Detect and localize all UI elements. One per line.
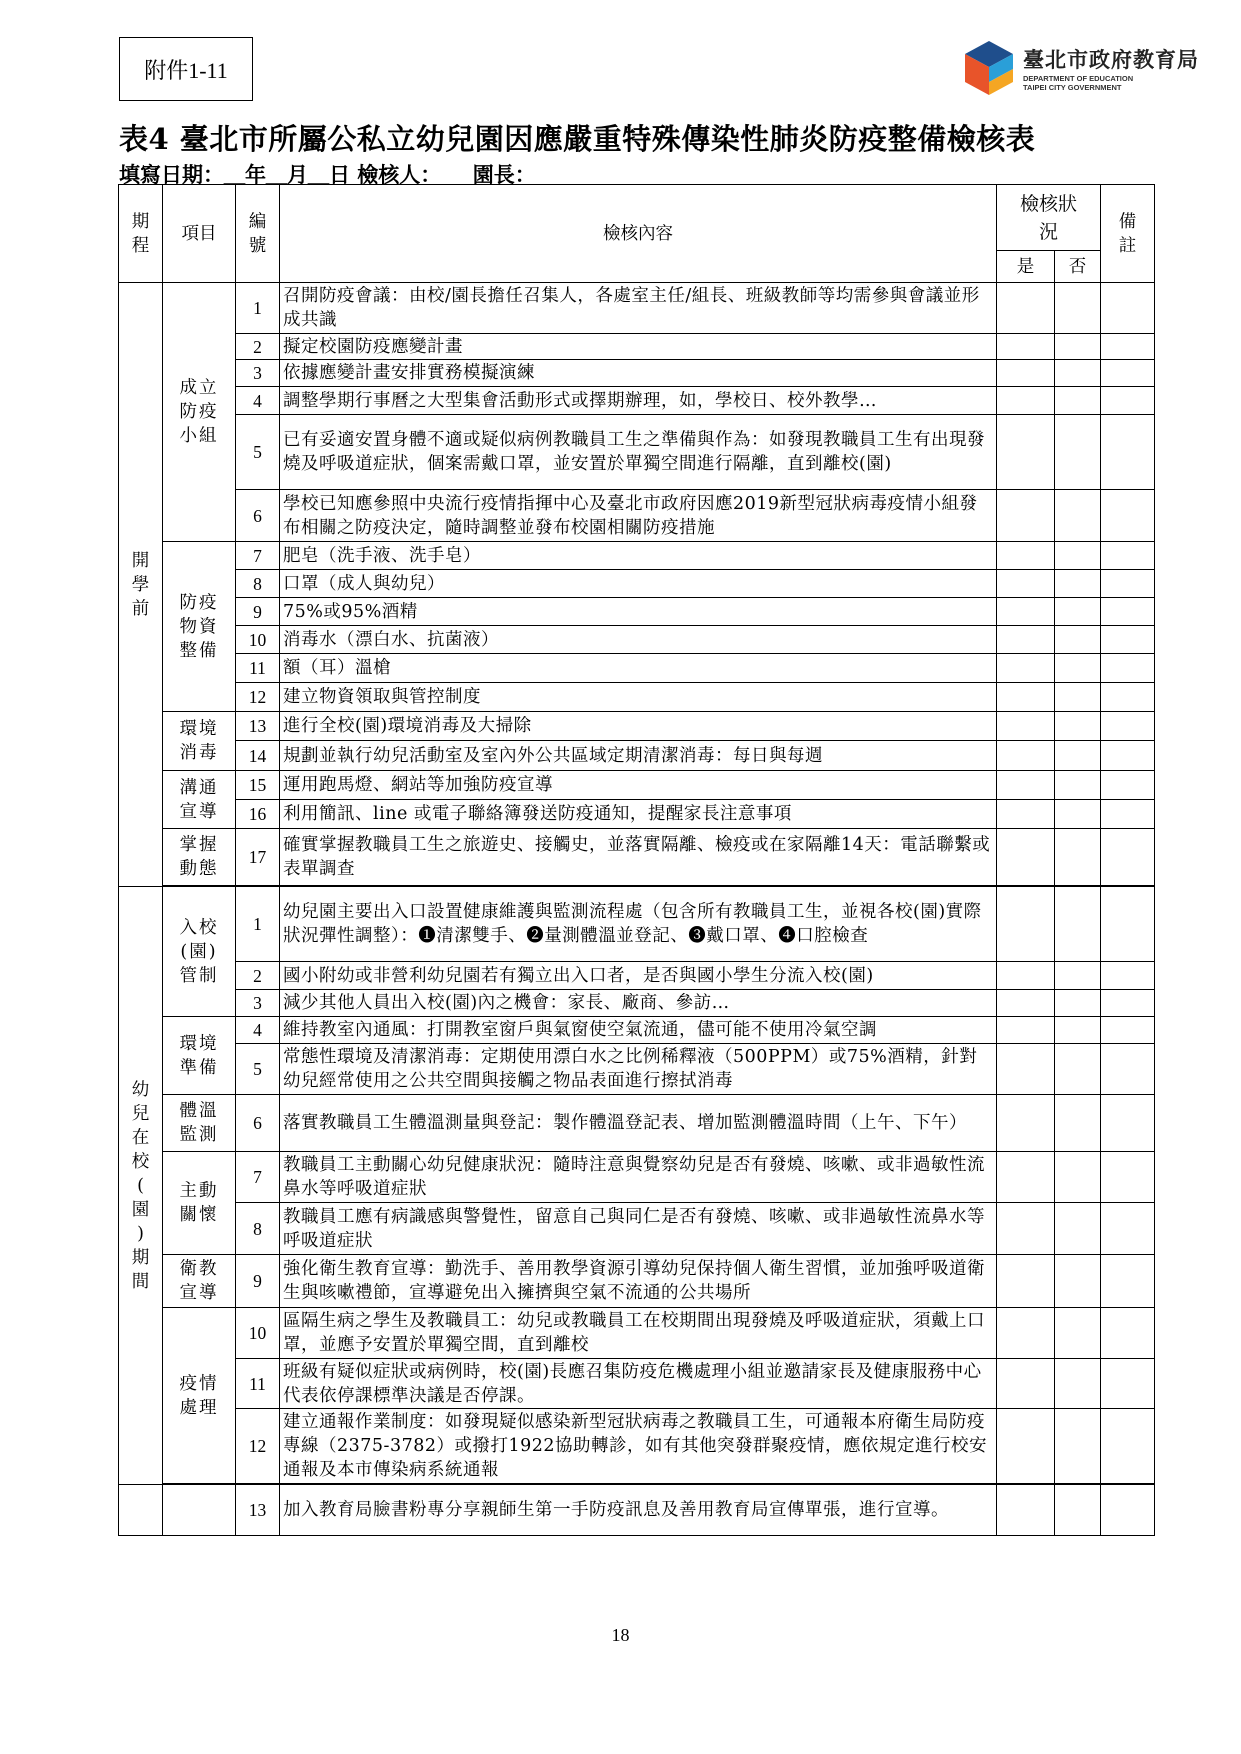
row-content: 教職員工主動關心幼兒健康狀況：隨時注意與覺察幼兒是否有發燒、咳嗽、或非過敏性流鼻水等呼吸道症狀	[280, 1152, 997, 1203]
row-number: 1	[236, 283, 280, 334]
row-number: 5	[236, 415, 280, 490]
row-number: 15	[236, 771, 280, 800]
remark-cell[interactable]	[1101, 334, 1155, 360]
remark-cell[interactable]	[1101, 1152, 1155, 1203]
row-number: 2	[236, 962, 280, 990]
remark-cell[interactable]	[1101, 887, 1155, 962]
row-number: 3	[236, 990, 280, 1017]
header-no: 否	[1055, 251, 1101, 283]
check-no-cell[interactable]	[1055, 1044, 1101, 1095]
remark-cell[interactable]	[1101, 654, 1155, 683]
remark-cell[interactable]	[1101, 1203, 1155, 1255]
page-number: 18	[611, 1625, 630, 1645]
row-number: 13	[236, 1485, 280, 1536]
remark-cell[interactable]	[1101, 360, 1155, 387]
row-content: 肥皂（洗手液、洗手皂）	[280, 542, 997, 570]
remark-cell[interactable]	[1101, 598, 1155, 626]
check-no-cell[interactable]	[1055, 1409, 1101, 1484]
check-yes-cell[interactable]	[997, 741, 1055, 771]
check-no-cell[interactable]	[1055, 990, 1101, 1017]
row-content: 確實掌握教職員工生之旅遊史、接觸史，並落實隔離、檢疫或在家隔離14天：電話聯繫或表單調查	[280, 829, 997, 886]
row-number: 13	[236, 712, 280, 741]
check-yes-cell[interactable]	[997, 1409, 1055, 1484]
item-group: 防疫 物資 整備	[163, 542, 236, 712]
check-no-cell[interactable]	[1055, 542, 1101, 570]
row-content: 國小附幼或非營利幼兒園若有獨立出入口者，是否與國小學生分流入校(園)	[280, 962, 997, 990]
item-group: 體溫 監測	[163, 1095, 236, 1152]
row-number: 4	[236, 387, 280, 415]
row-content: 幼兒園主要出入口設置健康維護與監測流程處（包含所有教職員工生，並視各校(園)實際狀況彈性調整）：❶清潔雙手、❷量測體溫並登記、❸戴口罩、❹口腔檢查	[280, 887, 997, 962]
row-content: 強化衛生教育宣導：勤洗手、善用教學資源引導幼兒保持個人衛生習慣，並加強呼吸道衛生與咳嗽禮節，宣導避免出入擁擠與空氣不流通的公共場所	[280, 1255, 997, 1308]
remark-cell[interactable]	[1101, 1485, 1155, 1536]
row-number: 10	[236, 1308, 280, 1359]
row-content: 區隔生病之學生及教職員工：幼兒或教職員工在校期間出現發燒及呼吸道症狀，須戴上口罩，並應予安置於單獨空間，直到離校	[280, 1308, 997, 1359]
check-yes-cell[interactable]	[997, 712, 1055, 741]
check-no-cell[interactable]	[1055, 683, 1101, 712]
remark-cell[interactable]	[1101, 1359, 1155, 1409]
row-content: 建立物資領取與管控制度	[280, 683, 997, 712]
row-number: 10	[236, 626, 280, 654]
attachment-label: 附件1-11	[119, 37, 253, 101]
row-number: 12	[236, 1409, 280, 1484]
check-no-cell[interactable]	[1055, 1359, 1101, 1409]
item-group: 環境 準備	[163, 1017, 236, 1095]
row-number: 2	[236, 334, 280, 360]
check-yes-cell[interactable]	[997, 1044, 1055, 1095]
check-no-cell[interactable]	[1055, 654, 1101, 683]
row-content: 依據應變計畫安排實務模擬演練	[280, 360, 997, 387]
fill-info-line: 填寫日期：＿年＿月＿日 檢核人： 園長：	[119, 162, 536, 187]
remark-cell[interactable]	[1101, 570, 1155, 598]
remark-cell[interactable]	[1101, 283, 1155, 334]
row-number: 7	[236, 542, 280, 570]
empty-period-cell	[119, 1485, 163, 1536]
remark-cell[interactable]	[1101, 1255, 1155, 1308]
row-content: 減少其他人員出入校(園)內之機會：家長、廠商、參訪…	[280, 990, 997, 1017]
remark-cell[interactable]	[1101, 829, 1155, 886]
education-bureau-logo	[963, 38, 1203, 98]
remark-cell[interactable]	[1101, 1409, 1155, 1484]
check-yes-cell[interactable]	[997, 829, 1055, 886]
item-group: 衛教 宣導	[163, 1255, 236, 1308]
check-yes-cell[interactable]	[997, 1095, 1055, 1152]
header-status: 檢核狀 況	[997, 185, 1101, 251]
check-no-cell[interactable]	[1055, 360, 1101, 387]
logo-name: 臺北市政府教育局	[1023, 48, 1199, 72]
row-number: 8	[236, 1203, 280, 1255]
row-content: 學校已知應參照中央流行疫情指揮中心及臺北市政府因應2019新型冠狀病毒疫情小組發布相關之防疫決定，隨時調整並發布校園相關防疫措施	[280, 490, 997, 542]
row-content: 班級有疑似症狀或病例時，校(園)長應召集防疫危機處理小組並邀請家長及健康服務中心代表依停課標準決議是否停課。	[280, 1359, 997, 1409]
row-content: 消毒水（漂白水、抗菌液）	[280, 626, 997, 654]
check-yes-cell[interactable]	[997, 887, 1055, 962]
row-content: 召開防疫會議：由校/園長擔任召集人，各處室主任/組長、班級教師等均需參與會議並形成共識	[280, 283, 997, 334]
check-yes-cell[interactable]	[997, 800, 1055, 829]
check-no-cell[interactable]	[1055, 741, 1101, 771]
check-yes-cell[interactable]	[997, 771, 1055, 800]
logo-mark-icon	[963, 39, 1015, 97]
row-content: 維持教室內通風：打開教室窗戶與氣窗使空氣流通，儘可能不使用冷氣空調	[280, 1017, 997, 1044]
remark-cell[interactable]	[1101, 712, 1155, 741]
item-group: 掌握 動態	[163, 829, 236, 886]
item-group: 溝通 宣導	[163, 771, 236, 829]
remark-cell[interactable]	[1101, 490, 1155, 542]
check-no-cell[interactable]	[1055, 490, 1101, 542]
check-yes-cell[interactable]	[997, 990, 1055, 1017]
row-number: 9	[236, 1255, 280, 1308]
empty-item-cell	[163, 1485, 236, 1536]
row-content: 加入教育局臉書粉專分享親師生第一手防疫訊息及善用教育局宣傳單張，進行宣導。	[280, 1485, 997, 1536]
row-number: 8	[236, 570, 280, 598]
check-yes-cell[interactable]	[997, 598, 1055, 626]
row-number: 12	[236, 683, 280, 712]
check-yes-cell[interactable]	[997, 1203, 1055, 1255]
period-in-school: 幼 兒 在 校 ( 園 ) 期 間	[119, 887, 163, 1485]
check-yes-cell[interactable]	[997, 1485, 1055, 1536]
row-content: 口罩（成人與幼兒）	[280, 570, 997, 598]
check-yes-cell[interactable]	[997, 962, 1055, 990]
check-yes-cell[interactable]	[997, 1017, 1055, 1044]
header-number: 編 號	[236, 185, 280, 283]
row-number: 1	[236, 887, 280, 962]
item-group: 成立 防疫 小組	[163, 283, 236, 542]
document-title: 表4 臺北市所屬公私立幼兒園因應嚴重特殊傳染性肺炎防疫整備檢核表	[119, 122, 1036, 156]
check-no-cell[interactable]	[1055, 1203, 1101, 1255]
row-number: 3	[236, 360, 280, 387]
logo-en-line1: DEPARTMENT OF EDUCATION	[1023, 74, 1134, 83]
check-yes-cell[interactable]	[997, 490, 1055, 542]
check-yes-cell[interactable]	[997, 626, 1055, 654]
row-number: 14	[236, 741, 280, 771]
check-yes-cell[interactable]	[997, 1152, 1055, 1203]
row-content: 75%或95%酒精	[280, 598, 997, 626]
check-no-cell[interactable]	[1055, 626, 1101, 654]
check-no-cell[interactable]	[1055, 962, 1101, 990]
header-yes: 是	[997, 251, 1055, 283]
remark-cell[interactable]	[1101, 683, 1155, 712]
remark-cell[interactable]	[1101, 800, 1155, 829]
remark-cell[interactable]	[1101, 1044, 1155, 1095]
remark-cell[interactable]	[1101, 741, 1155, 771]
item-group: 環境 消毒	[163, 712, 236, 771]
row-number: 4	[236, 1017, 280, 1044]
row-number: 17	[236, 829, 280, 886]
row-content: 規劃並執行幼兒活動室及室內外公共區域定期清潔消毒：每日與每週	[280, 741, 997, 771]
remark-cell[interactable]	[1101, 542, 1155, 570]
row-content: 利用簡訊、line 或電子聯絡簿發送防疫通知，提醒家長注意事項	[280, 800, 997, 829]
remark-cell[interactable]	[1101, 415, 1155, 490]
remark-cell[interactable]	[1101, 1308, 1155, 1359]
logo-en-line2: TAIPEI CITY GOVERNMENT	[1023, 83, 1122, 92]
row-content: 教職員工應有病識感與警覺性，留意自己與同仁是否有發燒、咳嗽、或非過敏性流鼻水等呼吸道症狀	[280, 1203, 997, 1255]
remark-cell[interactable]	[1101, 962, 1155, 990]
check-no-cell[interactable]	[1055, 1017, 1101, 1044]
check-no-cell[interactable]	[1055, 1152, 1101, 1203]
check-yes-cell[interactable]	[997, 1359, 1055, 1409]
row-content: 擬定校園防疫應變計畫	[280, 334, 997, 360]
check-no-cell[interactable]	[1055, 334, 1101, 360]
item-group: 入校 (園) 管制	[163, 887, 236, 1017]
row-number: 11	[236, 654, 280, 683]
remark-cell[interactable]	[1101, 1017, 1155, 1044]
check-no-cell[interactable]	[1055, 1095, 1101, 1152]
row-number: 6	[236, 490, 280, 542]
check-no-cell[interactable]	[1055, 1308, 1101, 1359]
check-no-cell[interactable]	[1055, 800, 1101, 829]
remark-cell[interactable]	[1101, 771, 1155, 800]
row-number: 16	[236, 800, 280, 829]
check-no-cell[interactable]	[1055, 415, 1101, 490]
row-content: 常態性環境及清潔消毒：定期使用漂白水之比例稀釋液（500PPM）或75%酒精，針對幼兒經常使用之公共空間與接觸之物品表面進行擦拭消毒	[280, 1044, 997, 1095]
check-yes-cell[interactable]	[997, 542, 1055, 570]
remark-cell[interactable]	[1101, 990, 1155, 1017]
check-yes-cell[interactable]	[997, 415, 1055, 490]
row-number: 6	[236, 1095, 280, 1152]
period-before-school: 開 學 前	[119, 283, 163, 887]
remark-cell[interactable]	[1101, 387, 1155, 415]
checklist-table	[118, 184, 1155, 1536]
row-content: 額（耳）溫槍	[280, 654, 997, 683]
item-group: 疫情 處理	[163, 1308, 236, 1484]
row-content: 運用跑馬燈、網站等加強防疫宣導	[280, 771, 997, 800]
check-yes-cell[interactable]	[997, 387, 1055, 415]
check-no-cell[interactable]	[1055, 570, 1101, 598]
check-no-cell[interactable]	[1055, 771, 1101, 800]
check-yes-cell[interactable]	[997, 360, 1055, 387]
check-yes-cell[interactable]	[997, 570, 1055, 598]
row-number: 9	[236, 598, 280, 626]
check-no-cell[interactable]	[1055, 1255, 1101, 1308]
check-no-cell[interactable]	[1055, 887, 1101, 962]
check-no-cell[interactable]	[1055, 598, 1101, 626]
header-remark: 備 註	[1101, 185, 1155, 283]
remark-cell[interactable]	[1101, 1095, 1155, 1152]
remark-cell[interactable]	[1101, 626, 1155, 654]
row-content: 進行全校(園)環境消毒及大掃除	[280, 712, 997, 741]
check-no-cell[interactable]	[1055, 829, 1101, 886]
check-no-cell[interactable]	[1055, 283, 1101, 334]
check-yes-cell[interactable]	[997, 1255, 1055, 1308]
row-content: 落實教職員工生體溫測量與登記：製作體溫登記表、增加監測體溫時間（上午、下午）	[280, 1095, 997, 1152]
check-yes-cell[interactable]	[997, 1308, 1055, 1359]
check-no-cell[interactable]	[1055, 712, 1101, 741]
row-number: 5	[236, 1044, 280, 1095]
row-number: 7	[236, 1152, 280, 1203]
check-yes-cell[interactable]	[997, 683, 1055, 712]
row-content: 調整學期行事曆之大型集會活動形式或擇期辦理，如，學校日、校外教學…	[280, 387, 997, 415]
header-period: 期 程	[119, 185, 163, 283]
item-group: 主動 關懷	[163, 1152, 236, 1255]
check-yes-cell[interactable]	[997, 334, 1055, 360]
row-number: 11	[236, 1359, 280, 1409]
check-no-cell[interactable]	[1055, 1485, 1101, 1536]
header-item: 項目	[163, 185, 236, 283]
row-content: 建立通報作業制度：如發現疑似感染新型冠狀病毒之教職員工生，可通報本府衛生局防疫專線（2375-3782）或撥打1922協助轉診，如有其他突發群聚疫情，應依規定進行校安通報及本市傳染病系統通報	[280, 1409, 997, 1484]
row-content: 已有妥適安置身體不適或疑似病例教職員工生之準備與作為：如發現教職員工生有出現發燒及呼吸道症狀，個案需戴口罩，並安置於單獨空間進行隔離，直到離校(園)	[280, 415, 997, 490]
header-content: 檢核內容	[280, 185, 997, 283]
check-yes-cell[interactable]	[997, 283, 1055, 334]
check-no-cell[interactable]	[1055, 387, 1101, 415]
check-yes-cell[interactable]	[997, 654, 1055, 683]
